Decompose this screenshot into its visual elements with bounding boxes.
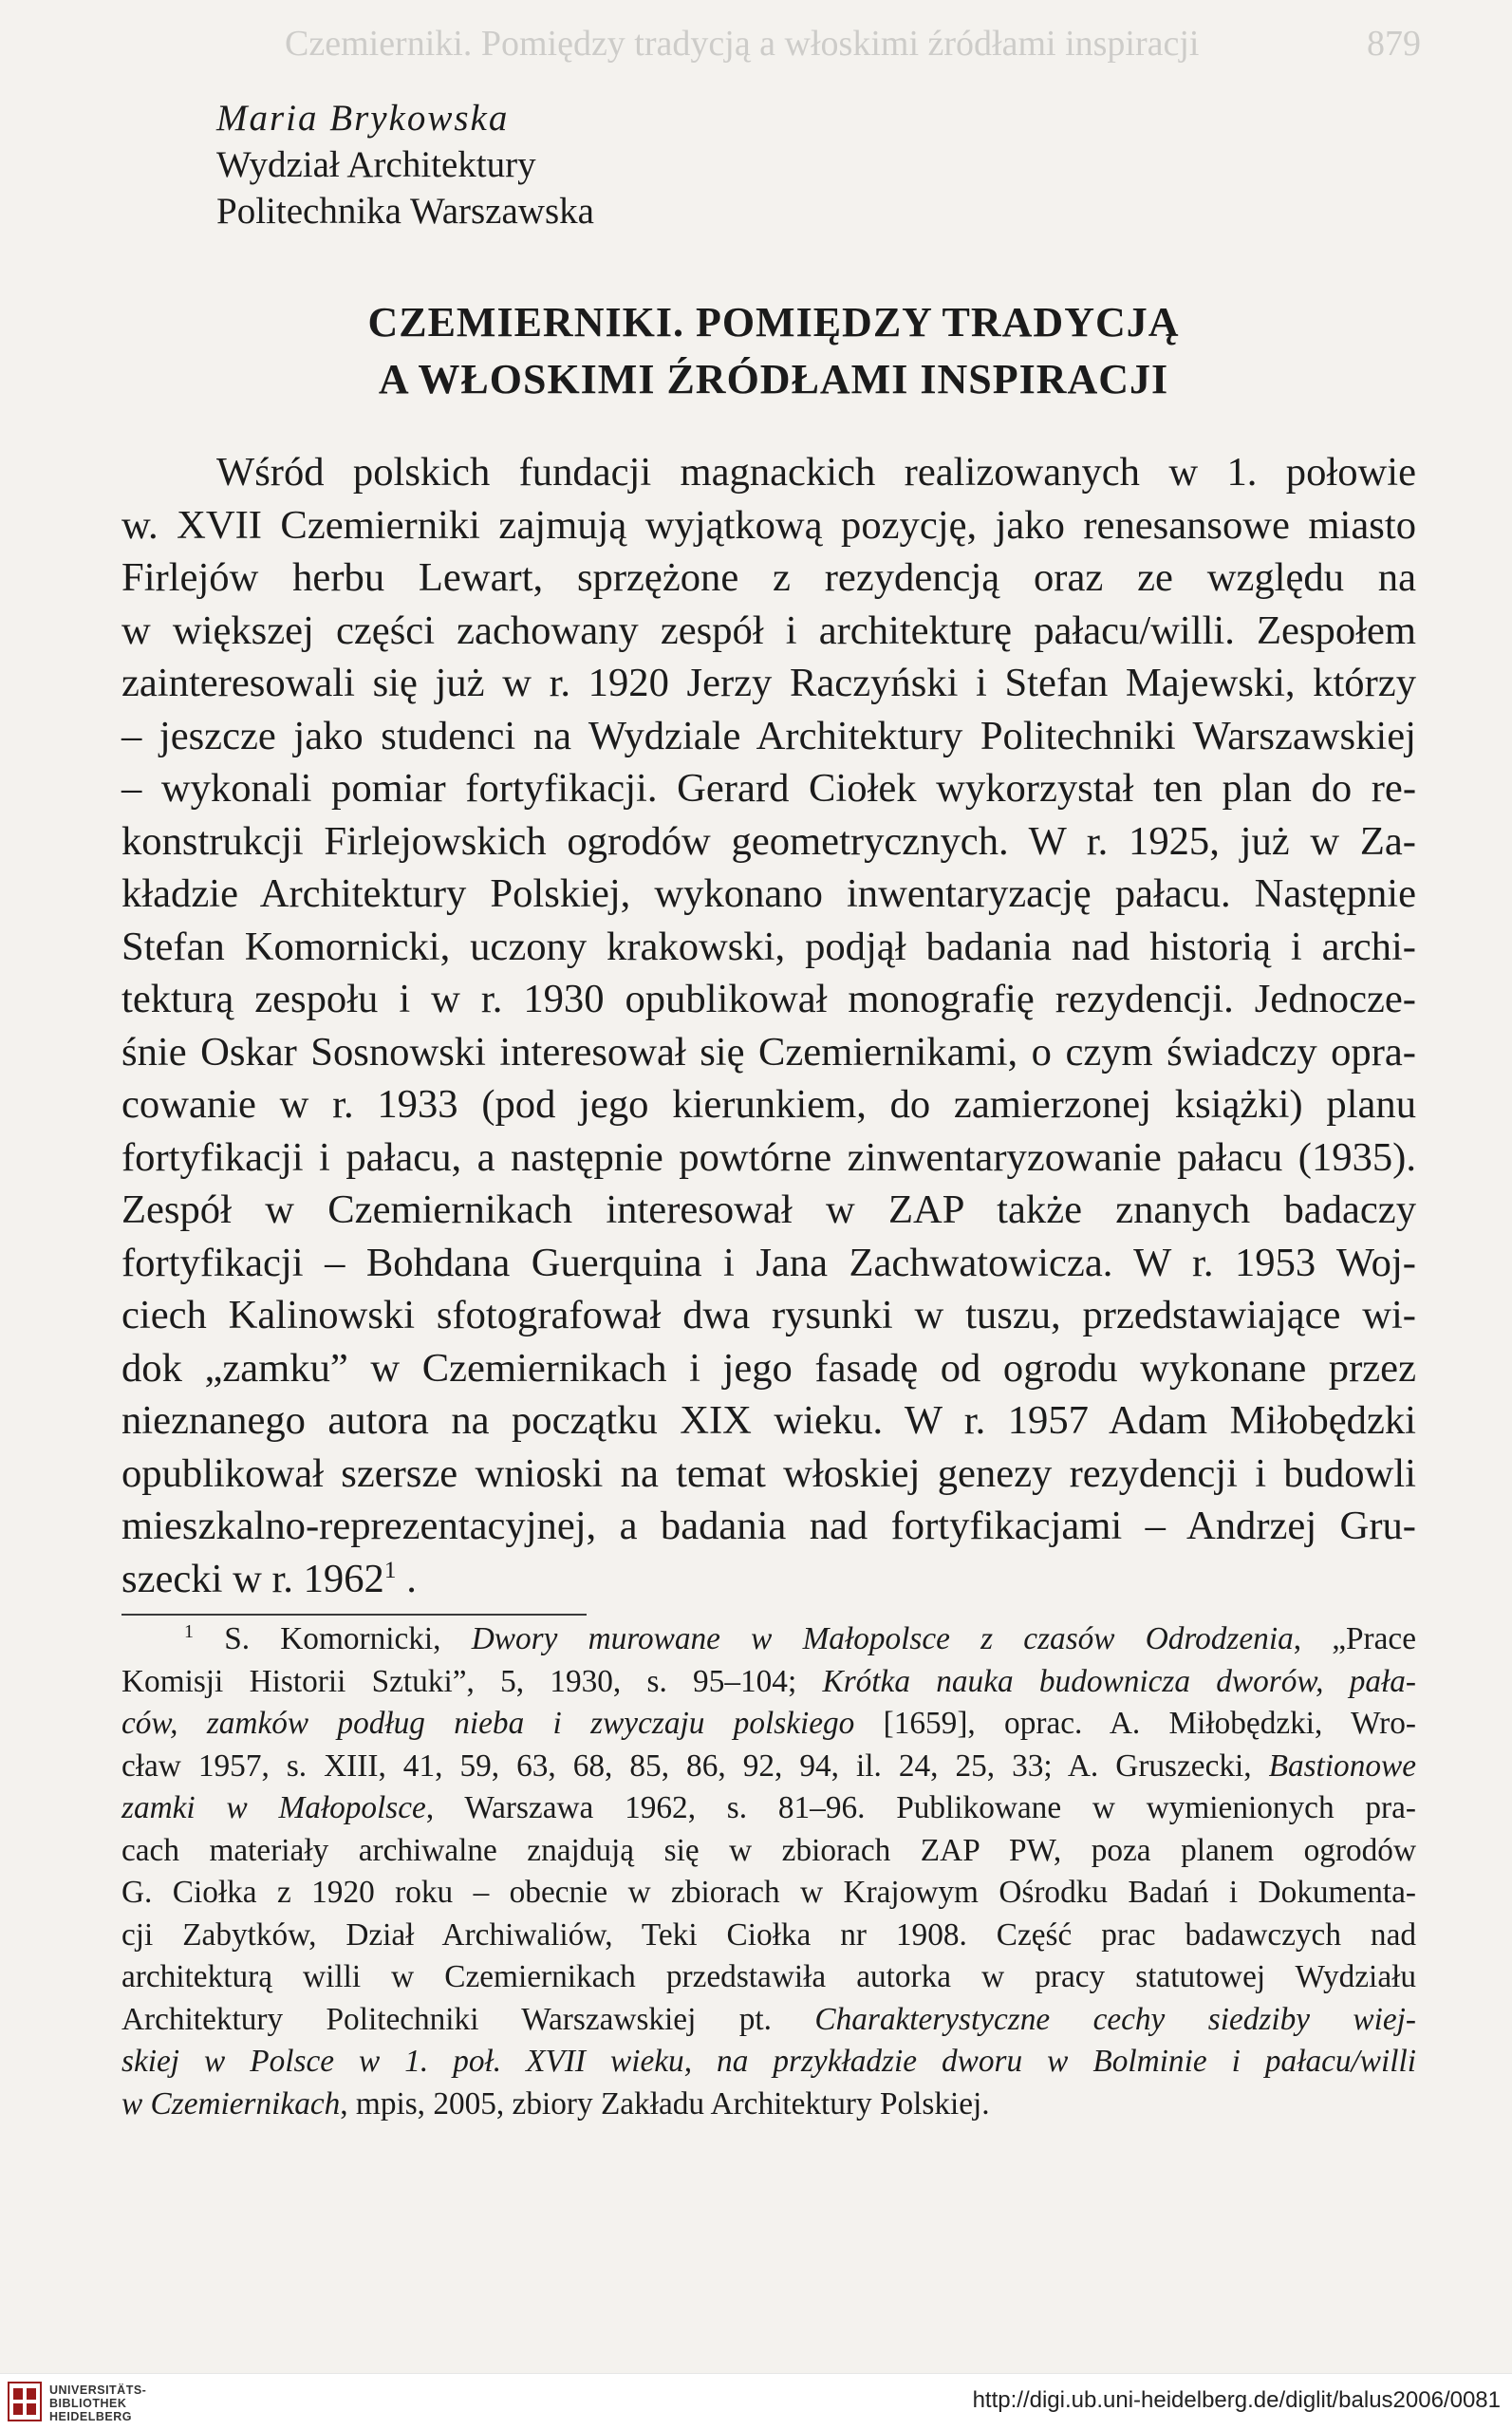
author-name: Maria Brykowska — [216, 98, 510, 139]
footnote — [121, 1618, 1416, 2125]
body-line: Wśród polskich fundacji magnackich realizowanych w 1. połowie — [216, 450, 1416, 495]
footnote-separator — [121, 1614, 587, 1616]
author-block — [216, 95, 594, 234]
body-line: nieznanego autora na początku XIX wieku. W r. 1957 Adam Miłobędzki — [121, 1398, 1416, 1443]
body-line: fortyfikacji i pałacu, a następnie powtórne zinwentaryzowanie pałacu (1935). — [121, 1134, 1416, 1180]
body-line: w większej części zachowany zespół i architekturę pałacu/willi. Zespołem — [121, 608, 1416, 653]
article-title — [123, 294, 1424, 408]
body-line: Firlejów herbu Lewart, sprzężone z rezydencją oraz ze względu na — [121, 555, 1416, 600]
body-line: opublikował szersze wnioski na temat włoskiej genezy rezydencji i budowli — [121, 1450, 1416, 1496]
footnote-text: Architektury Politechniki Warszawskiej pt. — [121, 2001, 815, 2037]
footnote-text: , mpis, 2005, zbiory Zakładu Architektury Polskiej. — [340, 2085, 990, 2122]
footnote-line: architekturą willi w Czemiernikach przedstawiła autorka w pracy statutowej Wydziału — [121, 1959, 1416, 1994]
footnote-line — [121, 2041, 1416, 2084]
footnote-italic: Dwory murowane w Małopolsce z czasów Odrodzenia — [471, 1621, 1294, 1656]
body-line: w. XVII Czemierniki zajmują wyjątkową pozycję, jako renesansowe miasto — [121, 502, 1416, 548]
body-line: Stefan Komornicki, uczony krakowski, podjął badania nad historią i archi- — [121, 924, 1416, 969]
footnote-italic: Charakterystyczne cechy siedziby wiej- — [814, 2001, 1416, 2037]
footnote-italic: w Czemiernikach — [121, 2085, 341, 2122]
footnote-line: G. Ciołka z 1920 roku – obecnie w zbiorach w Krajowym Ośrodku Badań i Dokumenta- — [121, 1875, 1416, 1910]
body-line: fortyfikacji – Bohdana Guerquina i Jana Zachwatowicza. W r. 1953 Woj- — [121, 1240, 1416, 1285]
body-line-last — [121, 1553, 1416, 1606]
body-line: ciech Kalinowski sfotografował dwa rysunki w tuszu, przedstawiające wi- — [121, 1293, 1416, 1337]
title-line-1: CZEMIERNIKI. POMIĘDZY TRADYCJĄ — [367, 299, 1180, 346]
permalink[interactable]: http://digi.ub.uni-heidelberg.de/diglit/balus2006/0081 — [972, 2387, 1501, 2413]
body-line-period: . — [406, 1556, 417, 1601]
footnote-line: cji Zabytków, Dział Archiwaliów, Teki Ciołka nr 1908. Część prac badawczych nad — [121, 1916, 1416, 1953]
footnote-line — [121, 1618, 1416, 1661]
author-university: Politechnika Warszawska — [216, 191, 594, 232]
body-line: cowanie w r. 1933 (pod jego kierunkiem, do zamierzonej książki) planu — [121, 1082, 1416, 1127]
body-line-text: szecki w r. 1962 — [121, 1556, 384, 1601]
footnote-reference[interactable]: 1 — [383, 1555, 397, 1583]
viewer-footer — [0, 2373, 1512, 2430]
library-name-line: UNIVERSITÄTS- — [49, 2383, 147, 2397]
library-logo[interactable] — [8, 2382, 188, 2425]
body-line-tail — [397, 1557, 407, 1601]
body-line: Zespół w Czemiernikach interesował w ZAP także znanych badaczy — [121, 1187, 1416, 1232]
footnote-text: S. Komornicki, — [224, 1621, 472, 1656]
library-name-line: HEIDELBERG — [49, 2410, 132, 2423]
footnote-text: Komisji Historii Sztuki”, 5, 1930, s. 95–104; — [121, 1663, 823, 1699]
footnote-line — [121, 1703, 1416, 1746]
footnote-italic: skiej w Polsce w 1. poł. XVII wieku, na przykładzie dworu w Bolminie i pałacu/willi — [121, 2044, 1416, 2079]
body-line: śnie Oskar Sosnowski interesował się Czemiernikami, o czym świadczy opra- — [121, 1029, 1416, 1075]
bleed-through-page-number: 879 — [1367, 24, 1421, 64]
body-paragraph — [121, 446, 1416, 1605]
library-seal-icon — [8, 2382, 42, 2421]
footnote-italic: zamki w Małopolsce — [121, 1790, 426, 1825]
footnote-italic: ców, zamków podług nieba i zwyczaju polskiego — [121, 1706, 855, 1741]
body-line: zainteresowali się już w r. 1920 Jerzy Raczyński i Stefan Majewski, którzy — [121, 661, 1416, 705]
body-line: tekturą zespołu i w r. 1930 opublikował monografię rezydencji. Jednocze- — [121, 977, 1416, 1021]
footnote-line — [121, 2084, 1416, 2126]
title-line-2: A WŁOSKIMI ŹRÓDŁAMI INSPIRACJI — [378, 356, 1169, 402]
body-line: kładzie Architektury Polskiej, wykonano inwentaryzację pałacu. Następnie — [121, 871, 1416, 916]
library-name — [49, 2383, 146, 2423]
author-faculty: Wydział Architektury — [216, 144, 536, 185]
footnote-line — [121, 1999, 1416, 2042]
footnote-italic: Bastionowe — [1268, 1748, 1416, 1784]
footnote-text: , Warszawa 1962, s. 81–96. Publikowane w wymienionych pra- — [425, 1790, 1417, 1825]
footnote-line — [121, 1746, 1416, 1788]
footnote-text: cław 1957, s. XIII, 41, 59, 63, 68, 85, 86, 92, 94, il. 24, 25, 33; A. Gruszecki, — [121, 1748, 1269, 1784]
footnote-text: , „Prace — [1293, 1621, 1416, 1656]
body-line: konstrukcji Firlejowskich ogrodów geometrycznych. W r. 1925, już w Za- — [121, 818, 1416, 864]
body-line: mieszkalno-reprezentacyjnej, a badania nad fortyfikacjami – Andrzej Gru- — [121, 1504, 1416, 1548]
library-name-line: BIBLIOTHEK — [49, 2397, 127, 2410]
body-line: – wykonali pomiar fortyfikacji. Gerard Ciołek wykorzystał ten plan do re- — [121, 766, 1416, 811]
footnote-text: [1659], oprac. A. Miłobędzki, Wro- — [854, 1706, 1416, 1741]
body-line: dok „zamku” w Czemiernikach i jego fasadę od ogrodu wykonane przez — [121, 1345, 1416, 1391]
body-line: – jeszcze jako studenci na Wydziale Architektury Politechniki Warszawskiej — [121, 713, 1416, 758]
footnote-line: cach materiały archiwalne znajdują się w zbiorach ZAP PW, poza planem ogrodów — [121, 1832, 1416, 1868]
footnote-marker: 1 — [184, 1620, 194, 1642]
footnote-line — [121, 1787, 1416, 1830]
bleed-through-header: Czemierniki. Pomiędzy tradycją a włoskimi źródłami inspiracji — [285, 24, 1200, 64]
footnote-italic: Krótka nauka budownicza dworów, pała- — [822, 1663, 1416, 1699]
footnote-line — [121, 1661, 1416, 1704]
